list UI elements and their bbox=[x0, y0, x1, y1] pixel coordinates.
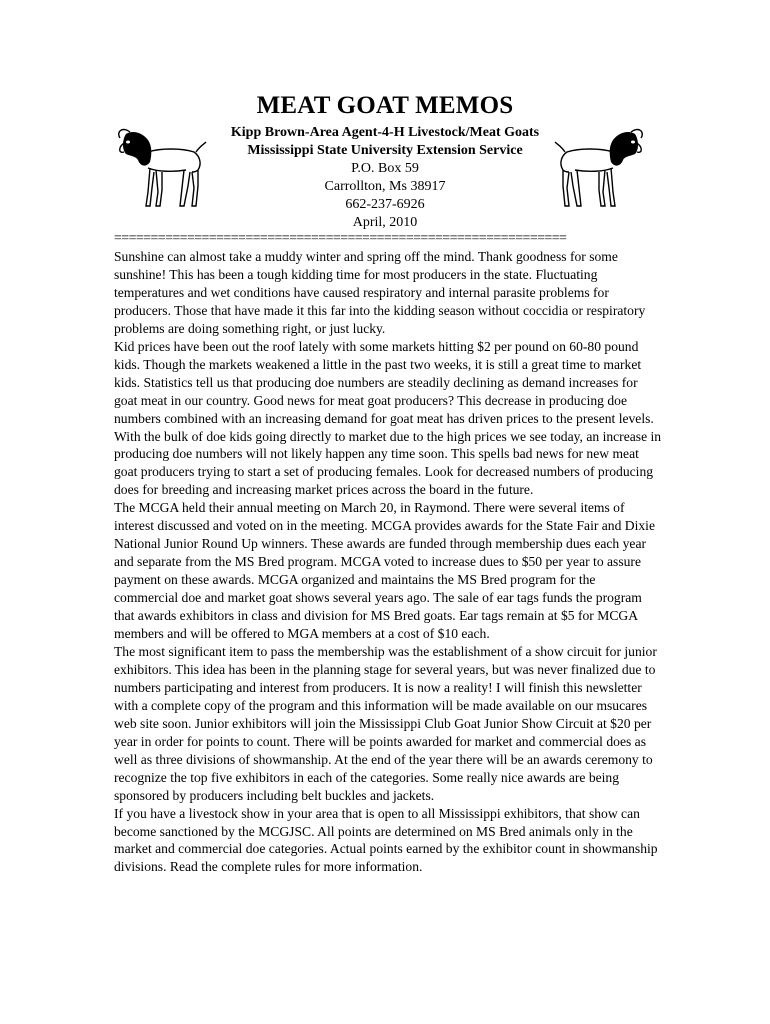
article-body bbox=[114, 248, 662, 876]
issue-date: April, 2010 bbox=[352, 215, 418, 230]
paragraph-weather: Sunshine can almost take a muddy winter and spring off the mind. Thank goodness for some sunshine! This has been a tough kidding time for most producers in the state. Fluctuating temperatures and wet conditions have caused respiratory and internal parasite problems for producers. Those that have made it this far into the kidding season without coccidia or respiratory problems are doing something right, or just lucky. bbox=[114, 249, 646, 336]
paragraph-mcga-meeting: The MCGA held their annual meeting on March 20, in Raymond. There were several items of interest discussed and voted on in the meeting. MCGA provides awards for the State Fair and Dixie National Junior Round Up winners. These awards are funded through membership dues each year and separate from the MS Bred program. MCGA voted to increase dues to $50 per year to assure payment on these awards. MCGA organized and maintains the MS Bred program for the commercial doe and market goat shows several years ago. The sale of ear tags funds the program that awards exhibitors in class and division for MS Bred goats. Ear tags remain at $5 for MCGA members and will be offered to MGA members at a cost of $10 each. bbox=[114, 500, 655, 642]
author-line: Kipp Brown-Area Agent-4-H Livestock/Meat Goats bbox=[230, 125, 540, 140]
paragraph-show-circuit: The most significant item to pass the membership was the establishment of a show circuit for junior exhibitors. This idea has been in the planning stage for several years, but was never finalized due to numbers participating and interest from producers. It is now a reality! I will finish this newsletter with a complete copy of the program and this information will be made available on our msucares web site soon. Junior exhibitors will join the Mississippi Club Goat Junior Show Circuit at $20 per year in order for points to count. There will be points awarded for market and commercial does as well as three divisions of showmanship. At the end of the year there will be an awards ceremony to recognize the top five exhibitors in each of the categories. Some really nice awards are being sponsored by producers including belt buckles and jackets. bbox=[114, 643, 657, 803]
phone-number: 662-237-6926 bbox=[345, 197, 425, 212]
masthead bbox=[0, 124, 770, 232]
organization-line: Mississippi State University Extension Service bbox=[247, 143, 523, 158]
po-box: P.O. Box 59 bbox=[351, 161, 419, 176]
paragraph-kid-prices: Kid prices have been out the roof lately with some markets hitting $2 per pound on 60-80 pound kids. Though the markets weakened a little in the past two weeks, it is still a great time to market kids. Statistics tell us that producing doe numbers are steadily declining as demand increases for goat meat in our country. Good news for meat goat producers? This decrease in producing doe numbers combined with an increasing demand for goat meat has driven prices to the present levels. With the bulk of doe kids going directly to market due to the high prices we see today, an increase in producing doe numbers will not likely happen any time soon. This spells bad news for new meat goat producers trying to start a set of producing females. Look for decreased numbers of producing does for breeding and increasing market prices across the board in the future. bbox=[114, 338, 662, 498]
section-divider: ============================================================== bbox=[114, 232, 567, 246]
newsletter-title: MEAT GOAT MEMOS bbox=[256, 92, 514, 119]
paragraph-sanctioned-shows: If you have a livestock show in your area that is open to all Mississippi exhibitors, that show can become sanctioned by the MCGJSC. All points are determined on MS Bred animals only in the market and commercial doe categories. Actual points earned by the exhibitor count in showmanship divisions. Read the complete rules for more information. bbox=[114, 805, 658, 875]
city-line: Carrollton, Ms 38917 bbox=[324, 179, 446, 194]
